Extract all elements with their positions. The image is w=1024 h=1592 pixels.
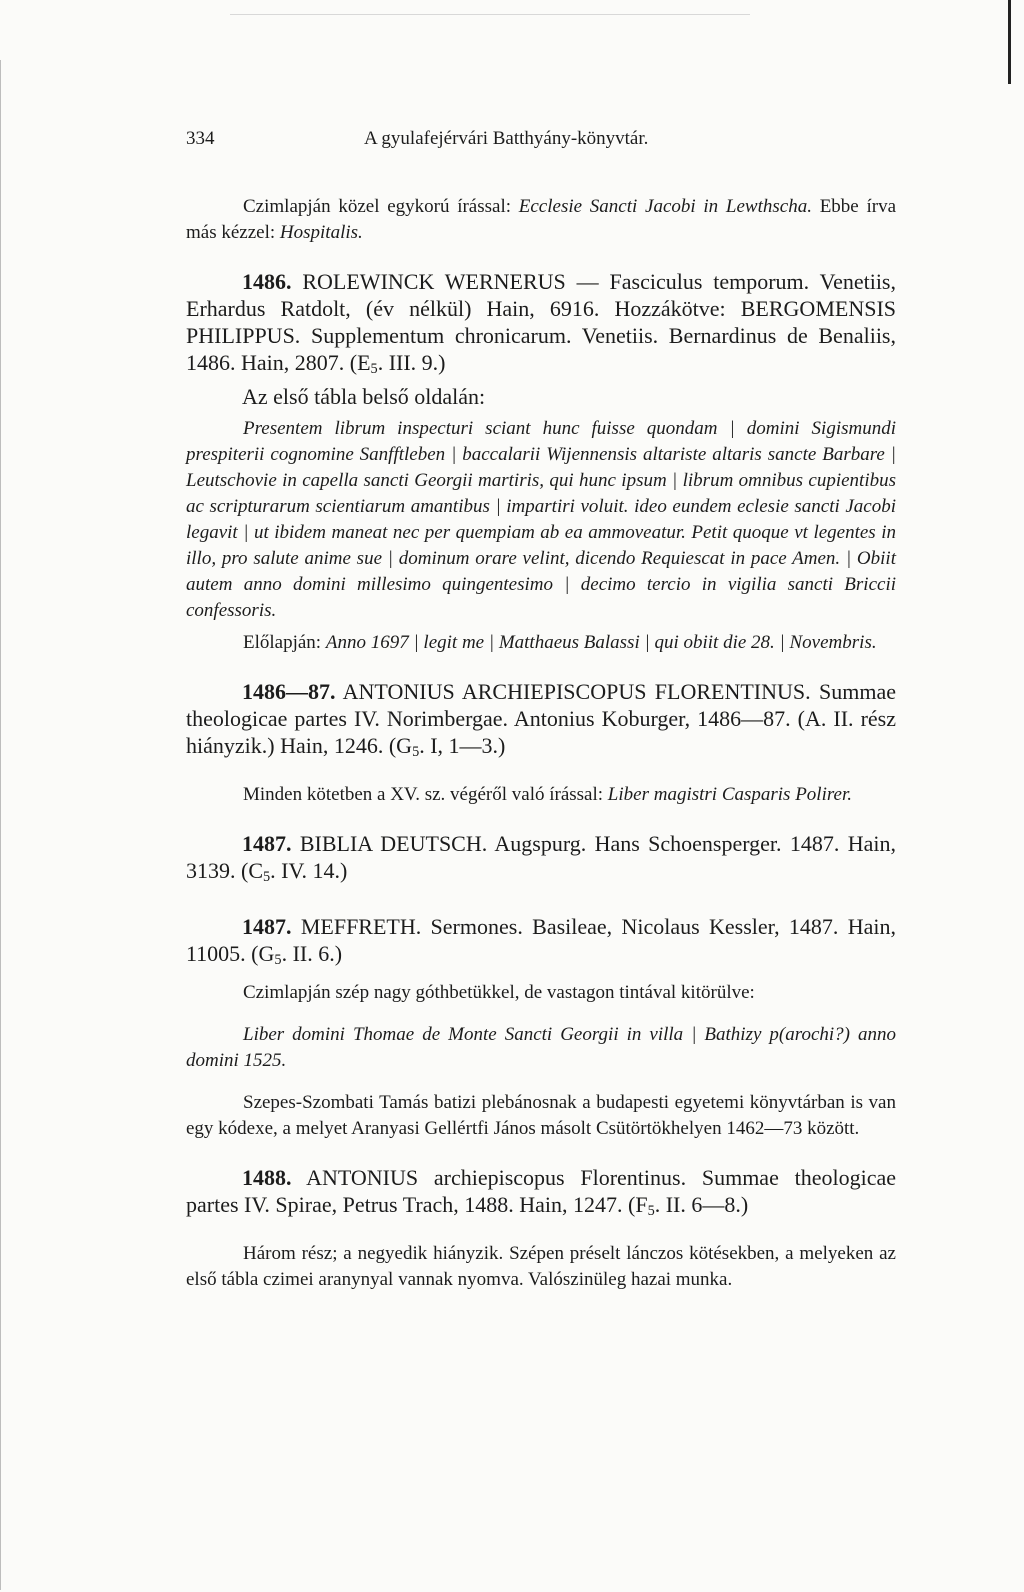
entry-number: 1487. <box>242 914 292 939</box>
gothic-letters-note: Czimlapján szép nagy góthbetükkel, de vastagon tintával kitörülve: <box>243 982 755 1003</box>
entry-number: 1488. <box>242 1165 292 1190</box>
page-body <box>186 128 896 1293</box>
note-text: Előlapján: <box>243 632 326 653</box>
note-text: Czimlapján közel egykorú írással: <box>243 196 519 217</box>
entry-subscript: 5 <box>370 361 378 377</box>
running-header <box>186 128 896 150</box>
scan-left-edge <box>0 60 1 1590</box>
entry-text: ROLEWINCK WERNERUS — Fasciculus temporum. Venetiis, Erhardus Ratdolt, (év nélkül) Hain, 6916. Hozzákötve: BERGOMENSIS PHILIPPUS. Supplementum chronicarum. Venetiis. Bernardinus de Benaliis, 1486. Hain, 2807. (E <box>186 269 896 375</box>
entry-number: 1486. <box>242 269 292 294</box>
scan-top-rule <box>230 14 750 15</box>
note-text: Minden kötetben a XV. sz. végéről való írással: <box>243 784 608 805</box>
inscription-text: Hospitalis. <box>279 222 363 243</box>
catalog-entry-1486-87 <box>186 678 896 766</box>
entry-text: . II. 6—8.) <box>654 1192 749 1217</box>
inscription-text: Ecclesie Sancti Jacobi in Lewthscha. <box>518 196 812 217</box>
scan-right-edge <box>1008 0 1011 84</box>
inscription-label: Az első tábla belső oldalán: <box>242 384 486 409</box>
frontispiece-note <box>186 630 896 656</box>
catalog-entry-1488 <box>186 1164 896 1225</box>
entry-subscript: 5 <box>647 1203 655 1219</box>
entry-text: . I, 1—3.) <box>419 733 506 758</box>
catalog-entry-1487-biblia <box>186 830 896 891</box>
inscription-text: Anno 1697 | legit me | Matthaeus Balassi | qui obiit die 28. | Novembris. <box>325 632 877 653</box>
entry-subscript: 5 <box>263 869 271 885</box>
catalog-entry-1486 <box>186 268 896 383</box>
entry-text: . IV. 14.) <box>270 858 348 883</box>
entry-text: ANTONIUS archiepiscopus Florentinus. Summae theologicae partes IV. Spirae, Petrus Trach, 1488. Hain, 1247. (F <box>186 1165 896 1217</box>
entry-number: 1486—87. <box>242 679 336 704</box>
binding-note: Három rész; a negyedik hiányzik. Szépen préselt lánczos kötésekben, a melyeken az első tábla czimei aranynyal vannak nyomva. Valószinüleg hazai munka. <box>186 1243 896 1290</box>
inscription-text: Liber domini Thomae de Monte Sancti Georgii in villa | Bathizy p(arochi?) anno domini 1525. <box>186 1024 896 1071</box>
entry-text: MEFFRETH. Sermones. Basileae, Nicolaus Kessler, 1487. Hain, 11005. (G <box>186 914 897 966</box>
entry-text: . II. 6.) <box>281 941 343 966</box>
entry-text: . III. 9.) <box>377 350 446 375</box>
page-number: 334 <box>186 128 215 149</box>
entry-subscript: 5 <box>412 744 420 760</box>
entry-subscript: 5 <box>274 952 282 968</box>
codex-note: Szepes-Szombati Tamás batizi plebánosnak a budapesti egyetemi könyvtárban is van egy kódexe, a melyet Aranyasi Gellértfi János másolt Csütörtökhelyen 1462—73 között. <box>186 1092 896 1139</box>
volume-note <box>186 782 896 808</box>
owner-inscription <box>186 1022 896 1074</box>
entry-text: BIBLIA DEUTSCH. Augspurg. Hans Schoensperger. 1487. Hain, 3139. (C <box>186 831 896 883</box>
note-text: Ebbe írva más kézzel: <box>186 196 897 243</box>
catalog-entry-1487-meffreth <box>186 913 896 974</box>
inscription-text: Presentem librum inspecturi sciant hunc fuisse quondam | domini Sigismundi prespiterii cognomine Sanfftleben | baccalarii Wijennensis altariste altaris sancte Barbare | Leutschovie in capella sancti Georgii martiris, qui hunc ipsum | librum omnibus cupientibus ac scripturarum scientiarum amantibus | impartiri voluit. ideo eundem eclesie sancti Jacobi legavit | ut ibidem maneat nec per quempiam ab ea ammoveatur. Petit quoque vt legentes in illo, pro salute anime sue | dominum orare velint, dicendo Requiescat in pace Amen. | Obiit autem anno domini millesimo quingentesimo | decimo tercio in vigilia sancti Briccii confessoris. <box>186 418 896 621</box>
inscription-text: Liber magistri Casparis Polirer. <box>607 784 853 805</box>
inscription-transcript <box>186 416 896 624</box>
entry-text: ANTONIUS ARCHIEPISCOPUS FLORENTINUS. Summae theologicae partes IV. Norimbergae. Antonius Koburger, 1486—87. (A. II. rész hiányzik.) Hain, 1246. (G <box>186 679 896 758</box>
title-page-note <box>186 194 896 246</box>
running-title: A gyulafejérvári Batthyány-könyvtár. <box>364 128 649 149</box>
entry-number: 1487. <box>242 831 292 856</box>
